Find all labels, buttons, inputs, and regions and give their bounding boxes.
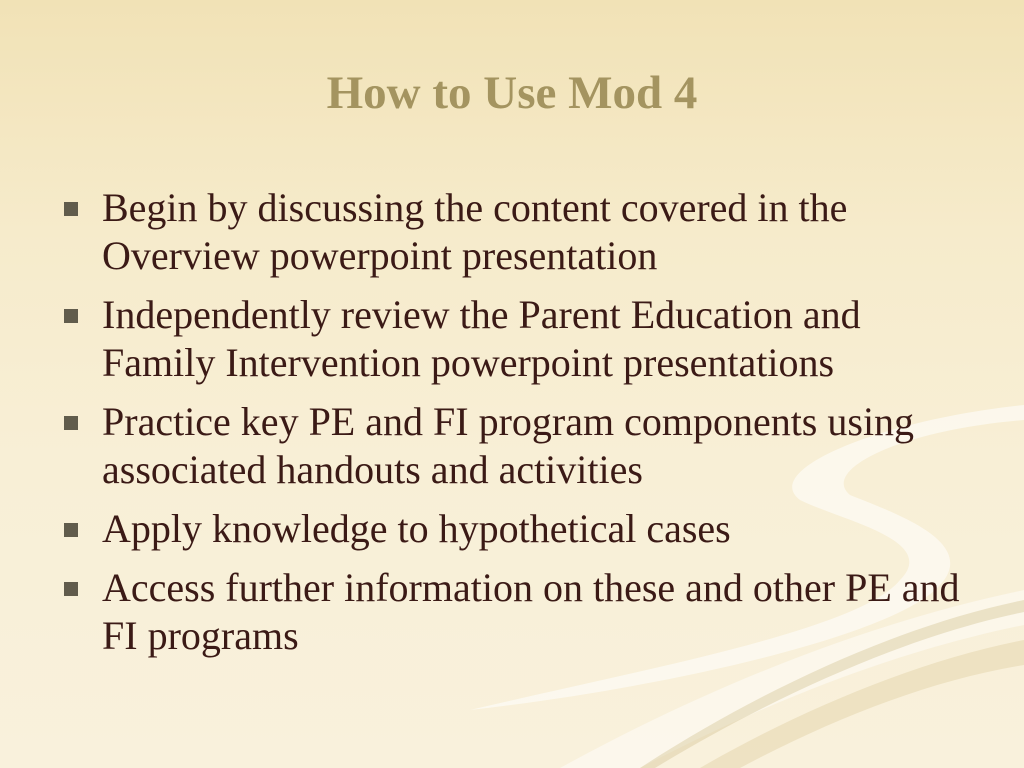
square-bullet-icon <box>64 416 78 430</box>
list-item <box>62 184 972 280</box>
slide-title: How to Use Mod 4 <box>326 67 698 119</box>
square-bullet-icon <box>64 202 78 216</box>
bullet-text: Begin by discussing the content covered in the Overview powerpoint presentation <box>102 185 848 278</box>
list-item <box>62 291 972 387</box>
bullet-text: Apply knowledge to hypothetical cases <box>102 506 731 551</box>
square-bullet-icon <box>64 309 78 323</box>
list-item <box>62 564 972 660</box>
square-bullet-icon <box>64 582 78 596</box>
bullet-text: Practice key PE and FI program components using associated handouts and activities <box>102 399 915 492</box>
bullet-text: Access further information on these and other PE and FI programs <box>102 565 960 658</box>
list-item <box>62 398 972 494</box>
list-item <box>62 505 972 553</box>
bullet-list <box>62 184 972 671</box>
bullet-text: Independently review the Parent Education and Family Intervention powerpoint presentations <box>102 292 861 385</box>
square-bullet-icon <box>64 523 78 537</box>
